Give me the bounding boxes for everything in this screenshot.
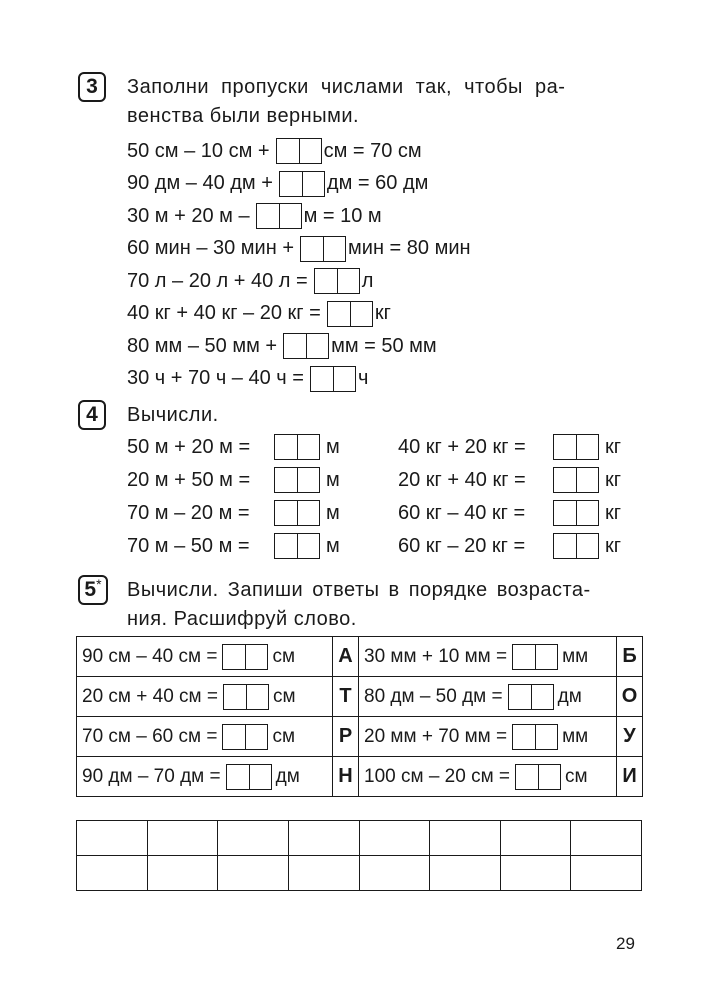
cipher-expression-text: 90 дм – 70 дм =: [82, 765, 221, 787]
equation-unit: м: [326, 468, 340, 491]
equation-unit: кг: [605, 534, 622, 557]
cipher-expression-cell: [359, 677, 617, 717]
cipher-expression-cell: [77, 757, 333, 797]
answer-digit-input[interactable]: [227, 765, 249, 789]
answer-digit-cell: [227, 765, 249, 789]
answer-digit-input[interactable]: [577, 435, 598, 459]
answer-digit-cell: [554, 501, 576, 525]
cipher-expression-cell: [77, 637, 333, 677]
cipher-expression: [82, 764, 332, 790]
cipher-letter: О: [617, 677, 643, 717]
answer-digit-input[interactable]: [577, 534, 598, 558]
task-4-equation: [398, 467, 621, 493]
answer-digit-cell: [224, 685, 246, 709]
answer-digit-input[interactable]: [536, 645, 557, 669]
answer-grid-input[interactable]: [148, 821, 218, 855]
answer-digit-input[interactable]: [539, 765, 560, 789]
answer-grid-input[interactable]: [77, 821, 147, 855]
task-3-equation: [127, 268, 373, 294]
equation-unit: кг: [605, 435, 622, 458]
answer-grid-cell: [147, 821, 218, 856]
answer-grid-cell: [359, 821, 430, 856]
answer-digit-input[interactable]: [223, 645, 245, 669]
answer-digit-cell: [509, 685, 531, 709]
answer-digit-cell: [328, 302, 350, 326]
answer-digit-cell: [323, 237, 345, 261]
cipher-unit: мм: [562, 645, 589, 667]
task-5-text-line-1: Вычисли. Запиши ответы в порядке возраста-: [127, 579, 591, 601]
answer-digit-input[interactable]: [301, 237, 323, 261]
answer-digit-input[interactable]: [328, 302, 350, 326]
answer-digit-input[interactable]: [257, 204, 279, 228]
answer-grid-cell: [218, 856, 289, 891]
equation-left-part: 90 дм – 40 дм +: [127, 172, 273, 194]
cipher-expression-text: 20 см + 40 см =: [82, 685, 218, 707]
answer-digit-cell: [284, 334, 306, 358]
answer-digit-input[interactable]: [536, 725, 557, 749]
answer-grid-input[interactable]: [148, 856, 218, 890]
answer-digit-cell: [275, 534, 297, 558]
cipher-expression-cell: [359, 717, 617, 757]
answer-grid-cell: [288, 821, 359, 856]
answer-grid-input[interactable]: [289, 821, 359, 855]
answer-grid-cell: [571, 856, 642, 891]
answer-box: [274, 467, 320, 493]
cipher-row: [77, 717, 643, 757]
cipher-unit: мм: [562, 725, 589, 747]
task-5-number-digit: 5: [84, 578, 97, 601]
task-5-text-line-2: ния. Расшифруй слово.: [127, 608, 357, 630]
cipher-letter: У: [617, 717, 643, 757]
answer-digit-cell: [279, 204, 301, 228]
cipher-letter: Н: [333, 757, 359, 797]
answer-grid-input[interactable]: [501, 856, 571, 890]
cipher-expression-text: 30 мм + 10 мм =: [364, 645, 508, 667]
answer-box: [553, 533, 599, 559]
answer-box: [310, 366, 356, 392]
task-3-equation: [127, 366, 368, 392]
cipher-expression-text: 70 см – 60 см =: [82, 725, 218, 747]
answer-box: [512, 644, 558, 670]
task-3-number: 3: [78, 72, 106, 102]
answer-digit-input[interactable]: [509, 685, 531, 709]
page-number: 29: [616, 934, 635, 953]
answer-grid-input[interactable]: [571, 821, 641, 855]
answer-digit-cell: [350, 302, 372, 326]
equation-expression: 50 м + 20 м =: [127, 435, 251, 458]
task-3-equation: [127, 301, 391, 327]
task-3-text-line-2: венства были верными.: [127, 105, 360, 127]
cipher-unit: см: [272, 645, 296, 667]
answer-digit-input[interactable]: [224, 685, 246, 709]
answer-digit-cell: [315, 269, 337, 293]
answer-digit-input[interactable]: [315, 269, 337, 293]
answer-digit-cell: [554, 468, 576, 492]
answer-digit-input[interactable]: [247, 685, 268, 709]
answer-grid-cell: [218, 821, 289, 856]
answer-digit-input[interactable]: [246, 645, 267, 669]
cipher-letter: Р: [333, 717, 359, 757]
answer-digit-cell: [223, 645, 245, 669]
task-3-equation: [127, 203, 382, 229]
answer-grid-input[interactable]: [77, 856, 147, 890]
answer-digit-input[interactable]: [351, 302, 372, 326]
answer-grid-input[interactable]: [360, 856, 430, 890]
cipher-letter: А: [333, 637, 359, 677]
answer-digit-cell: [538, 765, 560, 789]
answer-digit-cell: [513, 645, 535, 669]
cipher-letter: И: [617, 757, 643, 797]
equation-expression: 20 кг + 40 кг =: [398, 468, 526, 491]
cipher-expression-text: 80 дм – 50 дм =: [364, 685, 503, 707]
answer-digit-cell: [246, 685, 268, 709]
answer-box: [300, 236, 346, 262]
equation-expression: 70 м – 50 м =: [127, 534, 250, 557]
answer-digit-input[interactable]: [303, 172, 324, 196]
answer-digit-input[interactable]: [513, 645, 535, 669]
answer-digit-cell: [301, 237, 323, 261]
task-4-equation: [398, 500, 621, 526]
equation-left-part: 60 мин – 30 мин +: [127, 237, 295, 259]
equation-right-part: мм = 50 мм: [331, 334, 437, 357]
equation-expression: 60 кг – 40 кг =: [398, 501, 526, 524]
answer-digit-input[interactable]: [516, 765, 538, 789]
answer-grid-input[interactable]: [218, 821, 288, 855]
answer-digit-input[interactable]: [275, 501, 297, 525]
answer-box: [314, 268, 360, 294]
equation-left-part: 40 кг + 40 кг – 20 кг =: [127, 302, 321, 324]
task-3-equation: [127, 138, 422, 164]
answer-box: [283, 333, 329, 359]
answer-digit-input[interactable]: [554, 435, 576, 459]
task-5-star: *: [96, 576, 102, 592]
answer-box: [256, 203, 302, 229]
answer-digit-cell: [576, 435, 598, 459]
answer-digit-input[interactable]: [284, 334, 306, 358]
cipher-unit: см: [272, 725, 296, 747]
task-4-text: Вычисли.: [127, 404, 219, 426]
answer-digit-cell: [275, 435, 297, 459]
task-3-equation: [127, 333, 437, 359]
cipher-expression-cell: [359, 637, 617, 677]
answer-grid: [76, 820, 642, 891]
answer-digit-cell: [554, 435, 576, 459]
answer-digit-input[interactable]: [513, 725, 535, 749]
equation-right-part: дм = 60 дм: [326, 172, 429, 194]
equation-right-part: см = 70 см: [323, 139, 422, 162]
equation-unit: кг: [605, 468, 622, 491]
answer-box: [508, 684, 554, 710]
answer-grid-input[interactable]: [501, 821, 571, 855]
task-4-equation: [127, 500, 340, 526]
cipher-expression: [364, 644, 616, 670]
answer-digit-cell: [337, 269, 359, 293]
answer-digit-cell: [245, 725, 267, 749]
task-5-number: [78, 575, 108, 605]
answer-digit-input[interactable]: [246, 725, 267, 749]
answer-digit-cell: [275, 468, 297, 492]
answer-grid-input[interactable]: [430, 821, 500, 855]
answer-box: [222, 644, 268, 670]
answer-digit-input[interactable]: [223, 725, 245, 749]
answer-digit-cell: [311, 367, 333, 391]
equation-unit: м: [326, 501, 340, 524]
answer-box: [274, 500, 320, 526]
answer-digit-input[interactable]: [577, 468, 598, 492]
cipher-expression: [364, 684, 616, 710]
task-4-number: 4: [78, 400, 106, 430]
equation-right-part: м = 10 м: [303, 204, 382, 227]
answer-digit-input[interactable]: [334, 367, 355, 391]
answer-grid-cell: [77, 856, 148, 891]
equation-expression: 60 кг – 20 кг =: [398, 534, 526, 557]
equation-unit: кг: [605, 501, 622, 524]
answer-box: [223, 684, 269, 710]
answer-digit-cell: [333, 367, 355, 391]
answer-grid-cell: [430, 856, 501, 891]
cipher-row: [77, 677, 643, 717]
cipher-row: [77, 757, 643, 797]
answer-digit-input[interactable]: [250, 765, 271, 789]
answer-digit-input[interactable]: [298, 468, 319, 492]
answer-grid-input[interactable]: [218, 856, 288, 890]
equation-expression: 70 м – 20 м =: [127, 501, 250, 524]
answer-box: [512, 724, 558, 750]
cipher-expression: [82, 724, 332, 750]
answer-box: [226, 764, 272, 790]
answer-digit-cell: [299, 139, 321, 163]
answer-digit-input[interactable]: [275, 435, 297, 459]
task-3-text-line-1: Заполни пропуски числами так, чтобы ра-: [127, 76, 566, 98]
cipher-table: [76, 636, 643, 797]
cipher-expression: [364, 724, 616, 750]
cipher-expression-text: 100 см – 20 см =: [364, 765, 511, 787]
task-3-equation: [127, 236, 471, 262]
equation-left-part: 50 см – 10 см +: [127, 139, 270, 162]
task-4-equation: [398, 434, 621, 460]
answer-digit-input[interactable]: [298, 435, 319, 459]
answer-digit-cell: [535, 645, 557, 669]
answer-digit-input[interactable]: [324, 237, 345, 261]
cipher-expression-text: 90 см – 40 см =: [82, 645, 218, 667]
answer-box: [327, 301, 373, 327]
cipher-letter: Б: [617, 637, 643, 677]
equation-right-part: ч: [357, 367, 369, 389]
answer-box: [553, 500, 599, 526]
answer-box: [274, 434, 320, 460]
answer-grid-input[interactable]: [430, 856, 500, 890]
cipher-unit: дм: [557, 685, 582, 707]
answer-digit-cell: [306, 334, 328, 358]
answer-digit-input[interactable]: [554, 534, 576, 558]
answer-digit-cell: [297, 501, 319, 525]
answer-digit-cell: [302, 172, 324, 196]
answer-digit-input[interactable]: [275, 534, 297, 558]
answer-digit-cell: [223, 725, 245, 749]
equation-expression: 20 м + 50 м =: [127, 468, 251, 491]
answer-box: [515, 764, 561, 790]
cipher-expression-cell: [77, 717, 333, 757]
task-4-equation: [127, 533, 340, 559]
cipher-letter: Т: [333, 677, 359, 717]
equation-right-part: л: [361, 269, 374, 292]
answer-grid-cell: [500, 821, 571, 856]
cipher-row: [77, 637, 643, 677]
answer-box: [279, 171, 325, 197]
answer-grid-cell: [77, 821, 148, 856]
cipher-expression: [364, 764, 616, 790]
answer-digit-cell: [297, 468, 319, 492]
answer-digit-cell: [249, 765, 271, 789]
answer-grid-input[interactable]: [571, 856, 641, 890]
answer-digit-cell: [297, 435, 319, 459]
cipher-expression-text: 20 мм + 70 мм =: [364, 725, 508, 747]
cipher-unit: см: [272, 685, 296, 707]
answer-digit-input[interactable]: [338, 269, 359, 293]
answer-digit-input[interactable]: [298, 534, 319, 558]
task-3-equation: [127, 171, 428, 197]
answer-digit-input[interactable]: [300, 139, 321, 163]
cipher-unit: дм: [275, 765, 300, 787]
answer-digit-cell: [280, 172, 302, 196]
answer-digit-cell: [257, 204, 279, 228]
equation-expression: 40 кг + 20 кг =: [398, 435, 526, 458]
answer-digit-input[interactable]: [577, 501, 598, 525]
equation-unit: м: [326, 435, 340, 458]
answer-grid-cell: [500, 856, 571, 891]
answer-digit-input[interactable]: [275, 468, 297, 492]
cipher-expression: [82, 684, 332, 710]
equation-left-part: 30 ч + 70 ч – 40 ч =: [127, 367, 304, 389]
answer-digit-input[interactable]: [532, 685, 553, 709]
answer-digit-cell: [554, 534, 576, 558]
equation-unit: м: [326, 534, 340, 557]
answer-digit-cell: [297, 534, 319, 558]
answer-digit-cell: [576, 534, 598, 558]
answer-digit-input[interactable]: [554, 501, 576, 525]
answer-digit-input[interactable]: [311, 367, 333, 391]
answer-digit-input[interactable]: [277, 139, 299, 163]
task-4-equation: [398, 533, 621, 559]
answer-grid-cell: [430, 821, 501, 856]
answer-grid-cell: [147, 856, 218, 891]
answer-digit-cell: [275, 501, 297, 525]
answer-box: [222, 724, 268, 750]
cipher-expression-cell: [359, 757, 617, 797]
equation-left-part: 80 мм – 50 мм +: [127, 334, 278, 357]
cipher-expression-cell: [77, 677, 333, 717]
answer-digit-cell: [277, 139, 299, 163]
answer-digit-input[interactable]: [280, 172, 302, 196]
cipher-expression: [82, 644, 332, 670]
answer-grid-input[interactable]: [360, 821, 430, 855]
answer-box: [276, 138, 322, 164]
answer-box: [553, 467, 599, 493]
answer-grid-cell: [359, 856, 430, 891]
task-4-equation: [127, 467, 340, 493]
task-4-equation: [127, 434, 340, 460]
answer-grid-input[interactable]: [289, 856, 359, 890]
answer-digit-cell: [513, 725, 535, 749]
answer-grid-row: [77, 856, 642, 891]
answer-digit-cell: [535, 725, 557, 749]
answer-box: [274, 533, 320, 559]
equation-right-part: мин = 80 мин: [348, 237, 471, 259]
answer-digit-input[interactable]: [307, 334, 328, 358]
equation-right-part: кг: [374, 302, 391, 324]
equation-left-part: 30 м + 20 м –: [127, 204, 250, 227]
answer-digit-input[interactable]: [298, 501, 319, 525]
cipher-unit: см: [565, 765, 588, 787]
answer-grid-cell: [571, 821, 642, 856]
answer-grid-row: [77, 821, 642, 856]
answer-digit-cell: [516, 765, 538, 789]
answer-digit-cell: [576, 468, 598, 492]
answer-digit-cell: [576, 501, 598, 525]
answer-digit-input[interactable]: [554, 468, 576, 492]
answer-grid-cell: [288, 856, 359, 891]
answer-digit-cell: [245, 645, 267, 669]
answer-digit-input[interactable]: [280, 204, 301, 228]
answer-digit-cell: [531, 685, 553, 709]
equation-left-part: 70 л – 20 л + 40 л =: [127, 269, 308, 292]
answer-box: [553, 434, 599, 460]
